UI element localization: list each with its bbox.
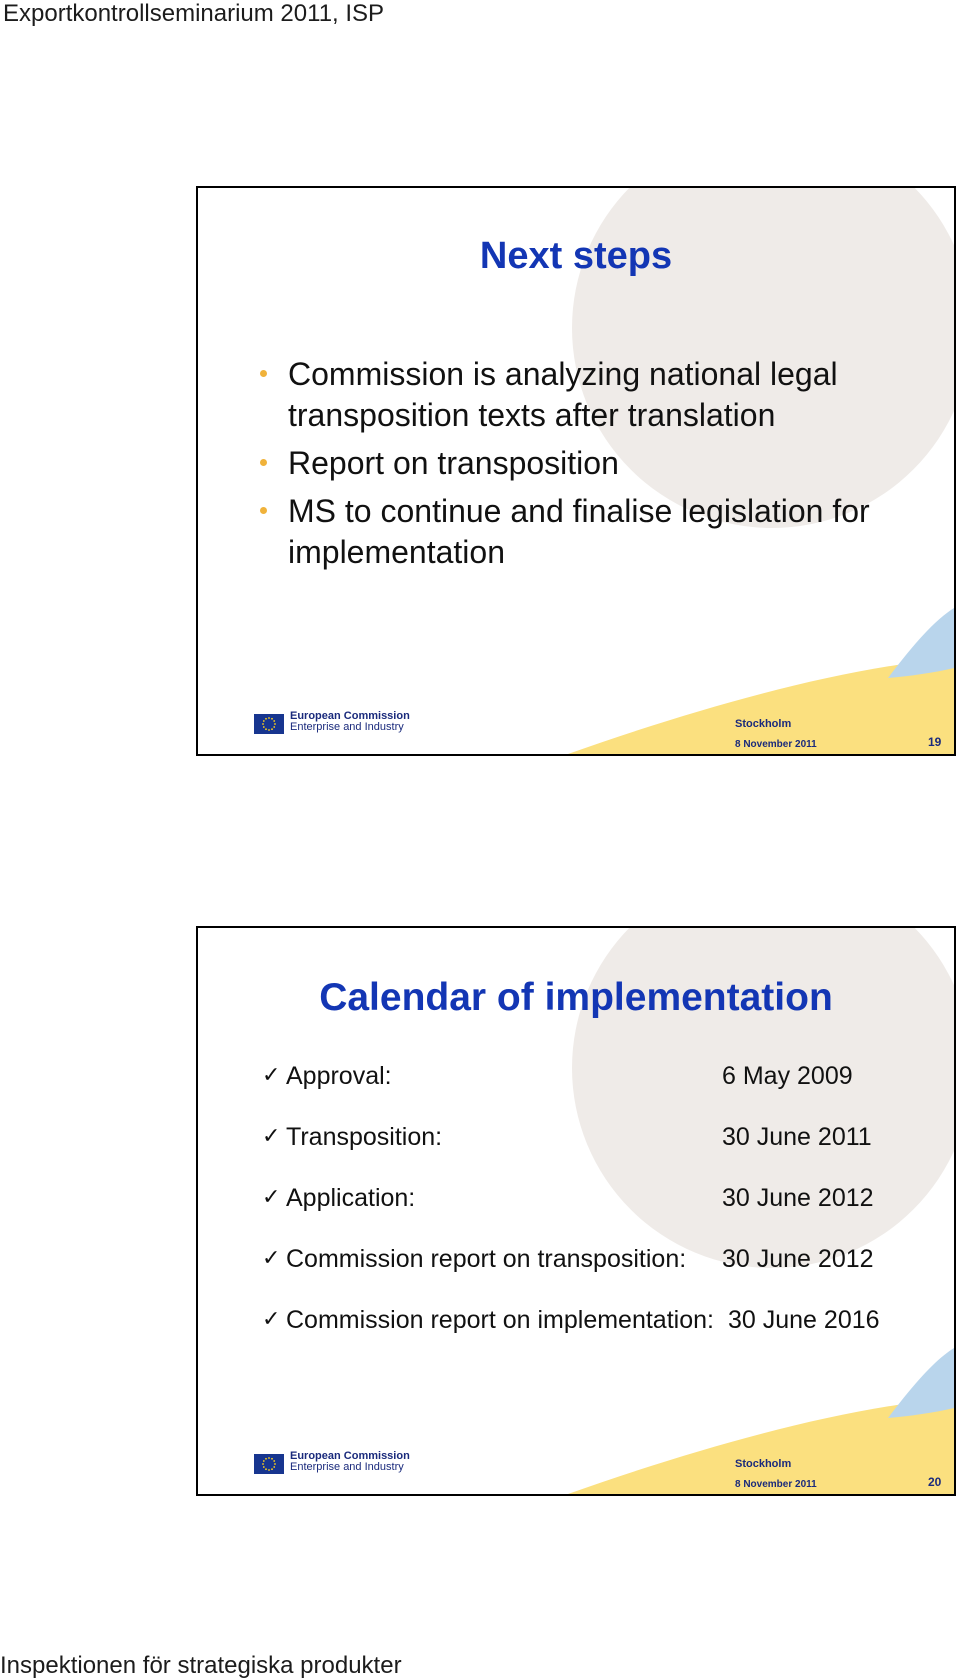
list-item (262, 1061, 942, 1122)
bullet-text: MS to continue and finalise legislation for implementation (288, 493, 870, 570)
footer-date: 8 November 2011 (735, 739, 817, 750)
eu-flag-icon (254, 714, 284, 734)
page-footer: Inspektionen för strategiska produkter (0, 1652, 402, 1679)
checkmark-icon: ✓ (262, 1307, 281, 1332)
bullet-list (260, 354, 920, 580)
eu-flag-icon (254, 1454, 284, 1474)
calendar-label: Commission report on implementation: (286, 1306, 714, 1334)
slide-title: Next steps (479, 235, 673, 277)
footer-place: Stockholm (735, 1458, 792, 1470)
commission-logo-text (290, 1450, 410, 1473)
calendar-date: 6 May 2009 (722, 1062, 853, 1090)
list-item (262, 1183, 942, 1244)
directorate-name: Enterprise and Industry (290, 1461, 404, 1473)
checkmark-icon: ✓ (262, 1185, 281, 1210)
list-item (262, 1122, 942, 1183)
bullet-icon (260, 370, 267, 377)
page-header: Exportkontrollseminarium 2011, ISP (3, 0, 385, 27)
slide-calendar (196, 926, 956, 1496)
calendar-list (262, 1061, 942, 1366)
calendar-label: Approval: (286, 1062, 392, 1090)
calendar-label: Transposition: (286, 1123, 443, 1151)
bullet-text: Commission is analyzing national legal transposition texts after translation (288, 356, 838, 433)
slide-number: 20 (928, 1475, 942, 1489)
list-item (260, 354, 920, 436)
list-item (260, 491, 920, 573)
slide-number: 19 (928, 735, 942, 749)
calendar-label: Commission report on transposition: (286, 1245, 687, 1273)
list-item (262, 1244, 942, 1305)
checkmark-icon: ✓ (262, 1063, 281, 1088)
calendar-date: 30 June 2012 (722, 1245, 874, 1273)
calendar-date: 30 June 2016 (728, 1306, 880, 1334)
checkmark-icon: ✓ (262, 1124, 281, 1149)
footer-date: 8 November 2011 (735, 1479, 817, 1490)
commission-logo-text (290, 710, 410, 733)
footer-place: Stockholm (735, 718, 792, 730)
organization-name: European Commission (290, 710, 410, 722)
bullet-text: Report on transposition (288, 445, 619, 481)
bullet-icon (260, 507, 267, 514)
list-item (262, 1305, 942, 1366)
list-item (260, 443, 920, 484)
slide-title: Calendar of implementation (319, 976, 833, 1019)
bullet-icon (260, 459, 267, 466)
calendar-date: 30 June 2012 (722, 1184, 874, 1212)
slide-next-steps (196, 186, 956, 756)
organization-name: European Commission (290, 1450, 410, 1462)
checkmark-icon: ✓ (262, 1246, 281, 1271)
directorate-name: Enterprise and Industry (290, 721, 404, 733)
calendar-label: Application: (286, 1184, 416, 1212)
calendar-date: 30 June 2011 (722, 1123, 872, 1151)
